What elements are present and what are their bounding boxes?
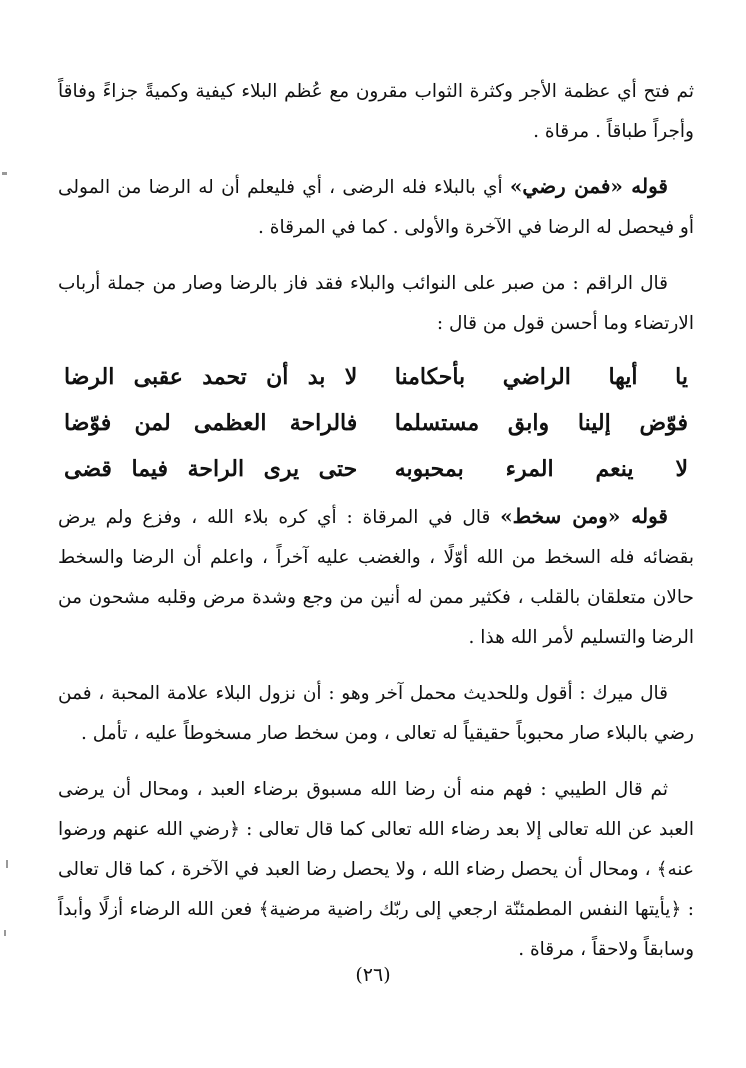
paragraph-text: قال الراقم : من صبر على النوائب والبلاء فقد فاز بالرضا وصار من جملة أرباب الارتضاء وما أحسن قول من قال : <box>58 273 694 334</box>
paragraph-1 <box>58 72 694 152</box>
paragraph-6 <box>58 770 694 970</box>
poem-verse <box>64 400 688 446</box>
keyword-lead: قوله «ومن سخط» <box>500 504 668 528</box>
paragraph-5 <box>58 674 694 754</box>
keyword-lead: قوله «فمن رضي» <box>509 174 668 198</box>
hemistich-left: حتى يرى الراحة فيما قضى <box>64 456 358 482</box>
hemistich-right: لا ينعم المرء بمحبوبه <box>394 456 688 482</box>
poem <box>64 354 688 492</box>
scan-mark <box>4 930 6 936</box>
hemistich-left: فالراحة العظمى لمن فوّضا <box>64 410 358 436</box>
paragraph-3 <box>58 264 694 344</box>
body-text <box>58 72 694 344</box>
paragraph-text: قال ميرك : أقول وللحديث محمل آخر وهو : أن نزول البلاء علامة المحبة ، فمن رضي بالبلاء صار محبوباً حقيقياً له تعالى ، ومن سخط صار مسخوطاً عليه ، تأمل . <box>58 683 694 744</box>
poem-verse <box>64 446 688 492</box>
paragraph-text: ثم قال الطيبي : فهم منه أن رضا الله مسبوق برضاء العبد ، ومحال أن يرضى العبد عن الله تعالى إلا بعد رضاء الله تعالى كما قال تعالى : ﴿رضي الله عنهم ورضوا عنه﴾ ، ومحال أن يحصل رضاء الله ، ولا يحصل رضا العبد في الآخرة ، كما قال تعالى : ﴿يأيتها النفس المطمئنّة ارجعي إلى ربّك راضية مرضية﴾ فعن الله الرضاء أزلًا وأبداً وسابقاً ولاحقاً ، مرقاة . <box>58 779 694 960</box>
paragraph-text: أي بالبلاء فله الرضى ، أي فليعلم أن له الرضا من المولى أو فيحصل له الرضا في الآخرة والأولى . كما في المرقاة . <box>58 177 694 238</box>
hemistich-right: فوّض إلينا وابق مستسلما <box>394 410 688 436</box>
hemistich-right: يا أيها الراضي بأحكامنا <box>394 364 688 390</box>
paragraph-2 <box>58 166 694 248</box>
body-text-continued <box>58 496 694 970</box>
paragraph-text: ثم فتح أي عظمة الأجر وكثرة الثواب مقرون مع عُظم البلاء كيفية وكميةً جزاءً وفاقاً وأجراً طباقاً . مرقاة . <box>58 81 694 142</box>
scan-mark <box>2 172 7 175</box>
poem-verse <box>64 354 688 400</box>
page-number: (٢٦) <box>355 964 391 986</box>
scan-mark <box>6 860 8 868</box>
paragraph-text: قال في المرقاة : أي كره بلاء الله ، وفزع ولم يرض بقضائه فله السخط من الله أوّلًا ، والغضب عليه آخراً ، واعلم أن الرضا والسخط حالان متعلقان بالقلب ، فكثير ممن له أنين من وجع وشدة مرض وقلبه مشحون من الرضا والتسليم لأمر الله هذا . <box>58 507 694 648</box>
hemistich-left: لا بد أن تحمد عقبى الرضا <box>64 364 358 390</box>
paragraph-4 <box>58 496 694 658</box>
